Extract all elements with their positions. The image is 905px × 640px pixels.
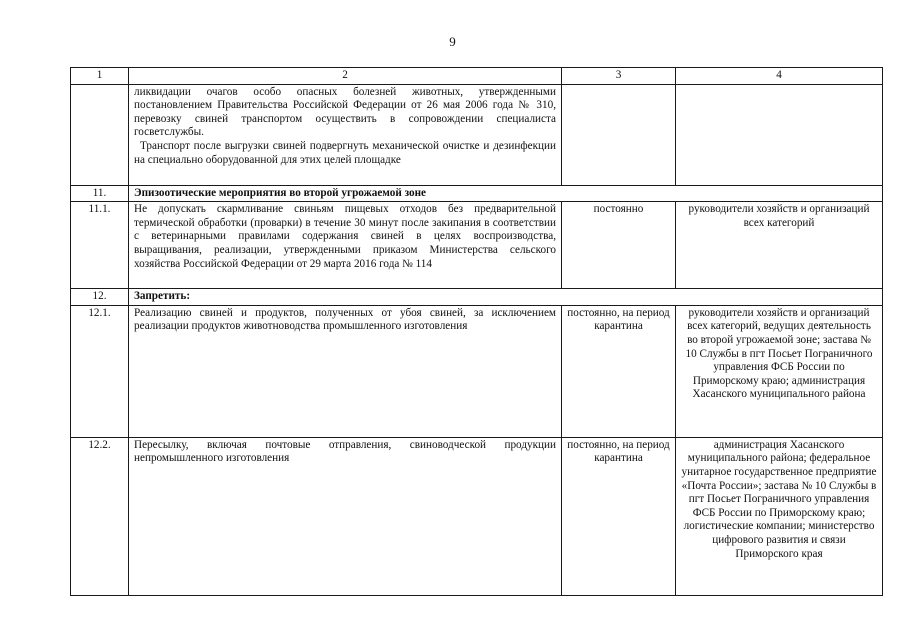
- responsible-cell: руководители хозяйств и организаций всех категорий: [676, 202, 883, 289]
- column-header-3: 3: [562, 68, 676, 85]
- page-number: 9: [449, 34, 456, 49]
- column-header-4: 4: [676, 68, 883, 85]
- period-cell: постоянно, на период карантина: [562, 437, 676, 595]
- column-header-2: 2: [129, 68, 562, 85]
- responsible-cell: [676, 84, 883, 185]
- measure-text: Не допускать скармливание свиньям пищевых отходов без предварительной термической обработки (проварки) в течение 30 минут после закипания в соответствии с ветеринарными правилами содержания свиней в целях воспроизводства, выращивания, реализации, утвержденными приказом Министерства сельского хозяйства Российской Федерации от 29 марта 2016 года № 114: [129, 202, 562, 289]
- responsible-cell: руководители хозяйств и организаций всех категорий, ведущих деятельность во второй угрожаемой зоне; застава № 10 Службы в пгт Посьет Пограничного управления ФСБ России по Приморскому краю; администрация Хасанского муниципального района: [676, 305, 883, 437]
- measure-paragraph: Транспорт после выгрузки свиней подвергнуть механической очистке и дезинфекции на специально оборудованной для этих целей площадке: [134, 139, 556, 166]
- responsible-cell: администрация Хасанского муниципального района; федеральное унитарное государственное предприятие «Почта России»; застава № 10 Службы в пгт Посьет Пограничного управления ФСБ России по Приморскому краю; логистические компании; министерство цифрового развития и связи Приморского края: [676, 437, 883, 595]
- table-row-12-2: [71, 437, 883, 595]
- measure-text: Пересылку, включая почтовые отправления, свиноводческой продукции непромышленного изготовления: [129, 437, 562, 595]
- section-number: 12.: [71, 289, 129, 306]
- period-cell: постоянно: [562, 202, 676, 289]
- section-title: Эпизоотические мероприятия во второй угрожаемой зоне: [129, 185, 883, 202]
- table-row-continuation: [71, 84, 883, 185]
- column-header-1: 1: [71, 68, 129, 85]
- table-row-11-1: [71, 202, 883, 289]
- section-row-11: [71, 185, 883, 202]
- section-title: Запретить:: [129, 289, 883, 306]
- row-number: 12.2.: [71, 437, 129, 595]
- section-row-12: [71, 289, 883, 306]
- measure-text: [129, 84, 562, 185]
- row-number: [71, 84, 129, 185]
- measure-text: Реализацию свиней и продуктов, полученных от убоя свиней, за исключением реализации продуктов животноводства промышленного изготовления: [129, 305, 562, 437]
- row-number: 11.1.: [71, 202, 129, 289]
- row-number: 12.1.: [71, 305, 129, 437]
- table-row-12-1: [71, 305, 883, 437]
- period-cell: [562, 84, 676, 185]
- measures-table: [70, 67, 883, 596]
- period-cell: постоянно, на период карантина: [562, 305, 676, 437]
- measure-paragraph: ликвидации очагов особо опасных болезней животных, утвержденными постановлением Правительства Российской Федерации от 26 мая 2006 года № 310, перевозку свиней транспортом осуществить в сопровождении специалиста госветслужбы.: [134, 85, 556, 139]
- section-number: 11.: [71, 185, 129, 202]
- table-header-row: [71, 68, 883, 85]
